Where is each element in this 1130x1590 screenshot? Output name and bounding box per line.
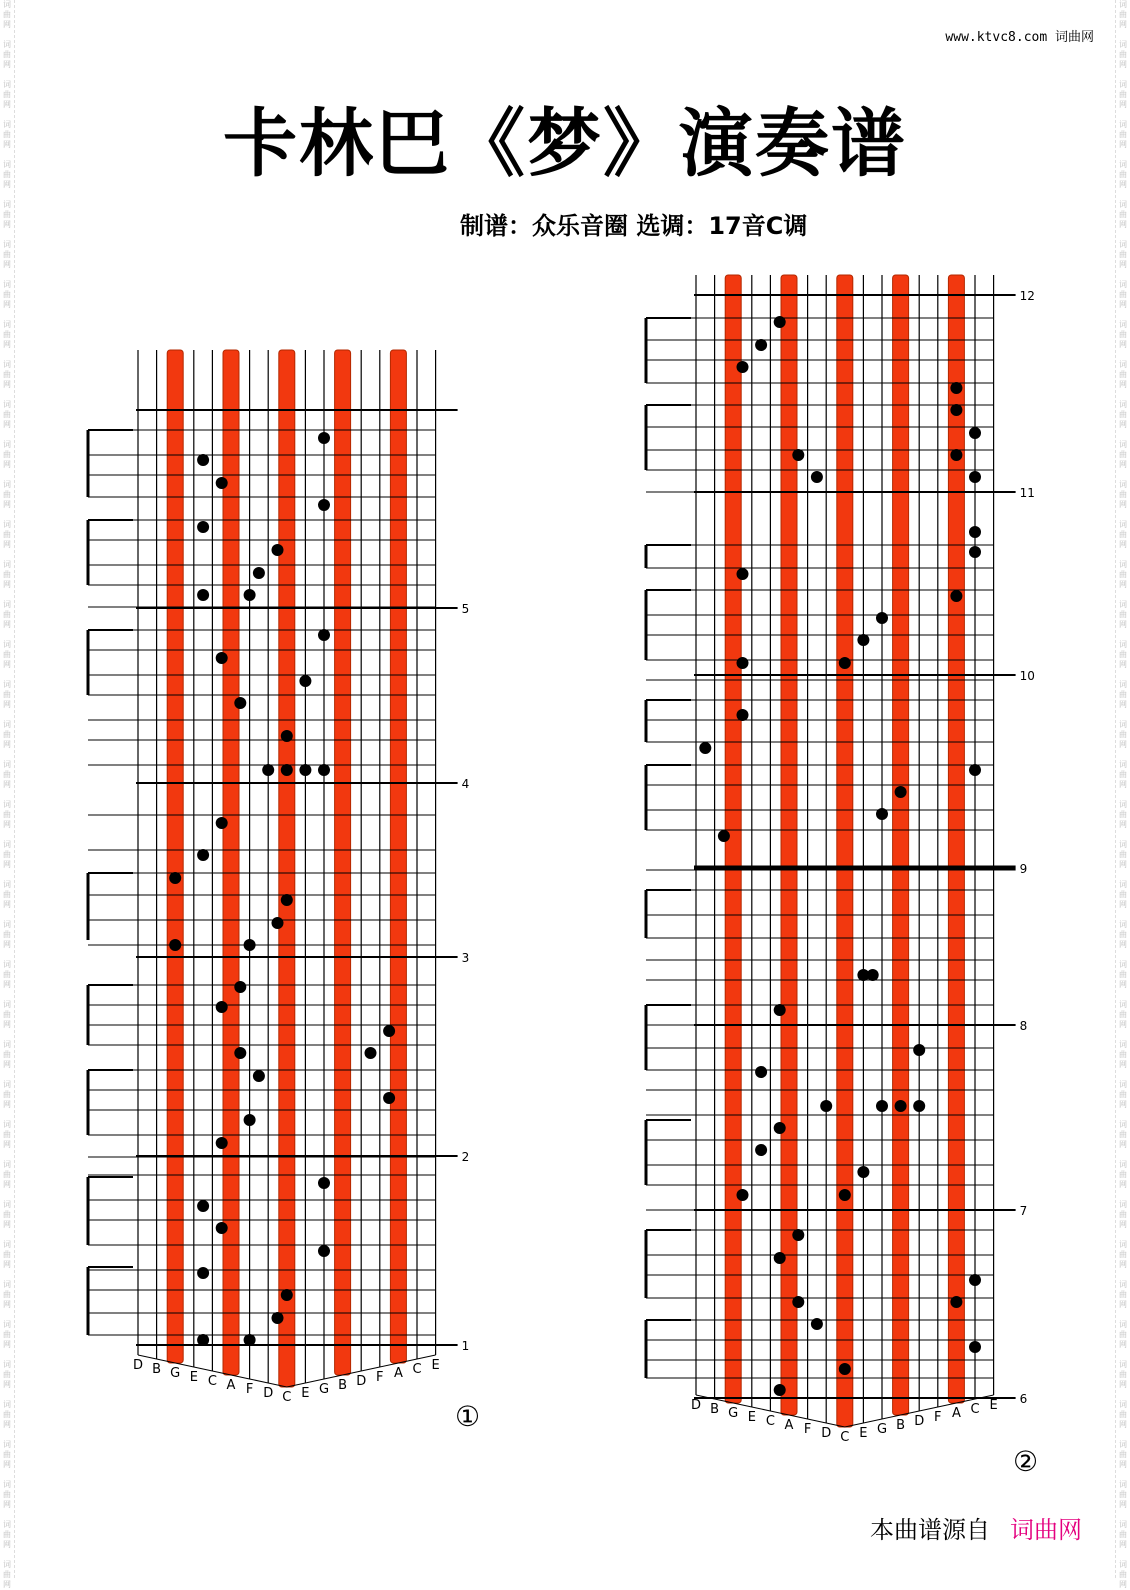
note-dot [876, 612, 888, 624]
watermark-text: 词 曲 网 词 曲 网 词 曲 网 词 曲 网 词 曲 网 词 曲 网 词 曲 网 词 曲 网 词 曲 网 词 曲 网 词 曲 网 词 曲 网 词 曲 网 词 曲 网 词 曲 网 词 曲 网 词 曲 网 词 曲 网 词 曲 网 词 曲 网 词 曲 网 词 曲 网 词 曲 网 词 曲 网 词 曲 网 词 曲 网 词 曲 网 词 曲 网 词 曲 网 词 曲 网 词 曲 网 词 曲 网 词 曲 网 词 曲 网 词 曲 网 词 曲 网 词 曲 网 词 曲 网 词 曲 网 词 曲 网 [3, 0, 11, 1589]
key-label: D [263, 1386, 274, 1401]
kalimba-score-page-1 [80, 345, 480, 1405]
key-label: E [301, 1386, 310, 1401]
note-dot [755, 1144, 767, 1156]
source-credit [870, 1510, 1082, 1545]
key-label: G [876, 1422, 888, 1437]
note-dot [792, 1229, 804, 1241]
note-dot [197, 454, 209, 466]
note-dot [774, 316, 786, 328]
note-dot [950, 404, 962, 416]
measure-number: 6 [1019, 1392, 1028, 1406]
note-dot [969, 546, 981, 558]
note-dot [169, 939, 181, 951]
key-label: B [152, 1362, 162, 1377]
note-dot [318, 1177, 330, 1189]
note-dot [774, 1252, 786, 1264]
key-label: E [989, 1398, 998, 1413]
note-dot [169, 872, 181, 884]
note-dot [839, 1363, 851, 1375]
note-dot [950, 590, 962, 602]
note-dot [383, 1092, 395, 1104]
note-dot [318, 432, 330, 444]
key-label: F [245, 1382, 254, 1397]
note-dot [811, 1318, 823, 1330]
source-brand-link[interactable]: 词曲网 [1010, 1516, 1082, 1544]
key-label: C [765, 1414, 775, 1429]
note-dot [216, 817, 228, 829]
note-dot [969, 471, 981, 483]
key-label: A [951, 1406, 961, 1421]
note-dot [281, 1289, 293, 1301]
red-tine [893, 275, 909, 1415]
measure-number: 11 [1019, 486, 1035, 500]
note-dot [197, 521, 209, 533]
note-dot [318, 629, 330, 641]
note-dot [318, 1245, 330, 1257]
note-dot [216, 1137, 228, 1149]
note-dot [253, 1070, 265, 1082]
measure-number: 1 [461, 1339, 470, 1353]
key-label: A [784, 1418, 794, 1433]
note-dot [216, 1222, 228, 1234]
key-label: E [747, 1410, 756, 1425]
key-label: F [376, 1370, 384, 1385]
measure-number: 12 [1019, 289, 1035, 303]
note-dot [774, 1384, 786, 1396]
note-dot [197, 1267, 209, 1279]
red-tine [279, 350, 295, 1387]
key-label: G [318, 1382, 330, 1397]
note-dot [253, 567, 265, 579]
note-dot [737, 709, 749, 721]
red-tine [223, 350, 239, 1375]
note-dot [857, 634, 869, 646]
note-dot [216, 1001, 228, 1013]
watermark-text: 词 曲 网 词 曲 网 词 曲 网 词 曲 网 词 曲 网 词 曲 网 词 曲 网 词 曲 网 词 曲 网 词 曲 网 词 曲 网 词 曲 网 词 曲 网 词 曲 网 词 曲 网 词 曲 网 词 曲 网 词 曲 网 词 曲 网 词 曲 网 词 曲 网 词 曲 网 词 曲 网 词 曲 网 词 曲 网 词 曲 网 词 曲 网 词 曲 网 词 曲 网 词 曲 网 词 曲 网 词 曲 网 词 曲 网 词 曲 网 词 曲 网 词 曲 网 词 曲 网 词 曲 网 词 曲 网 词 曲 网 [1119, 0, 1127, 1589]
note-dot [857, 1166, 869, 1178]
note-dot [699, 742, 711, 754]
note-dot [913, 1044, 925, 1056]
note-dot [895, 1100, 907, 1112]
note-dot [820, 1100, 832, 1112]
note-dot [281, 764, 293, 776]
note-dot [197, 849, 209, 861]
key-label: C [282, 1390, 292, 1405]
measure-number: 5 [461, 602, 470, 616]
note-dot [969, 1274, 981, 1286]
key-label: E [431, 1358, 440, 1373]
key-label: A [226, 1378, 236, 1393]
red-tine [781, 275, 797, 1415]
note-dot [792, 1296, 804, 1308]
note-dot [281, 894, 293, 906]
measure-number: 2 [461, 1150, 470, 1164]
note-dot [216, 652, 228, 664]
page-title: 卡林巴《梦》演奏谱 [223, 101, 907, 187]
note-dot [774, 1122, 786, 1134]
measure-number: 4 [461, 777, 470, 791]
key-label: C [207, 1374, 217, 1389]
key-label: B [710, 1402, 720, 1417]
note-dot [876, 1100, 888, 1112]
note-dot [839, 657, 851, 669]
note-dot [969, 764, 981, 776]
measure-number: 7 [1019, 1204, 1028, 1218]
note-dot [755, 339, 767, 351]
note-dot [244, 589, 256, 601]
kalimba-score-page-2 [640, 270, 1060, 1460]
key-label: B [896, 1418, 906, 1433]
key-label: B [338, 1378, 348, 1393]
measure-number: 3 [461, 951, 470, 965]
note-dot [272, 917, 284, 929]
key-label: A [393, 1366, 403, 1381]
right-watermark-strip [1115, 0, 1130, 1589]
note-dot [876, 808, 888, 820]
key-label: G [728, 1406, 739, 1421]
note-dot [197, 1334, 209, 1346]
site-url[interactable]: www.ktvc8.com 词曲网 [945, 30, 1094, 45]
note-dot [272, 544, 284, 556]
note-dot [950, 449, 962, 461]
key-label: F [803, 1422, 812, 1437]
key-label: D [690, 1398, 702, 1413]
key-label: F [934, 1410, 942, 1425]
note-dot [299, 764, 311, 776]
key-label: D [821, 1426, 832, 1441]
note-dot [969, 1341, 981, 1353]
measure-number: 8 [1019, 1019, 1028, 1033]
measure-number: 10 [1019, 669, 1035, 683]
source-label: 本曲谱源自 [870, 1516, 990, 1544]
note-dot [318, 499, 330, 511]
note-dot [318, 764, 330, 776]
key-label: D [132, 1358, 144, 1373]
note-dot [737, 361, 749, 373]
note-dot [272, 1312, 284, 1324]
note-dot [913, 1100, 925, 1112]
note-dot [718, 830, 730, 842]
note-dot [244, 1114, 256, 1126]
note-dot [262, 764, 274, 776]
key-label: G [170, 1366, 181, 1381]
note-dot [299, 675, 311, 687]
key-label: C [412, 1362, 422, 1377]
note-dot [383, 1025, 395, 1037]
note-dot [737, 657, 749, 669]
note-dot [755, 1066, 767, 1078]
key-label: D [914, 1414, 925, 1429]
note-dot [969, 427, 981, 439]
note-dot [234, 697, 246, 709]
key-label: D [356, 1374, 367, 1389]
note-dot [216, 477, 228, 489]
note-dot [811, 471, 823, 483]
note-dot [792, 449, 804, 461]
note-dot [839, 1189, 851, 1201]
red-tine [390, 350, 406, 1363]
note-dot [244, 939, 256, 951]
key-label: E [189, 1370, 198, 1385]
note-dot [737, 568, 749, 580]
note-dot [234, 981, 246, 993]
measure-number: 9 [1019, 862, 1028, 876]
note-dot [197, 589, 209, 601]
note-dot [857, 969, 869, 981]
score-credits: 制谱：众乐音圈 选调：17音C调 [460, 212, 808, 240]
page-number-2: ② [1013, 1445, 1039, 1478]
note-dot [281, 730, 293, 742]
key-label: E [859, 1426, 868, 1441]
red-tine [167, 350, 183, 1363]
note-dot [950, 1296, 962, 1308]
note-dot [244, 1334, 256, 1346]
key-label: C [970, 1402, 980, 1417]
note-dot [969, 526, 981, 538]
note-dot [774, 1004, 786, 1016]
key-label: C [840, 1430, 850, 1445]
red-tine [837, 275, 853, 1427]
red-tine [335, 350, 351, 1375]
note-dot [737, 1189, 749, 1201]
red-tine [948, 275, 964, 1403]
note-dot [234, 1047, 246, 1059]
note-dot [197, 1200, 209, 1212]
page-number-1: ① [455, 1400, 481, 1433]
note-dot [365, 1047, 377, 1059]
note-dot [895, 786, 907, 798]
note-dot [950, 382, 962, 394]
left-watermark-strip [0, 0, 15, 1589]
